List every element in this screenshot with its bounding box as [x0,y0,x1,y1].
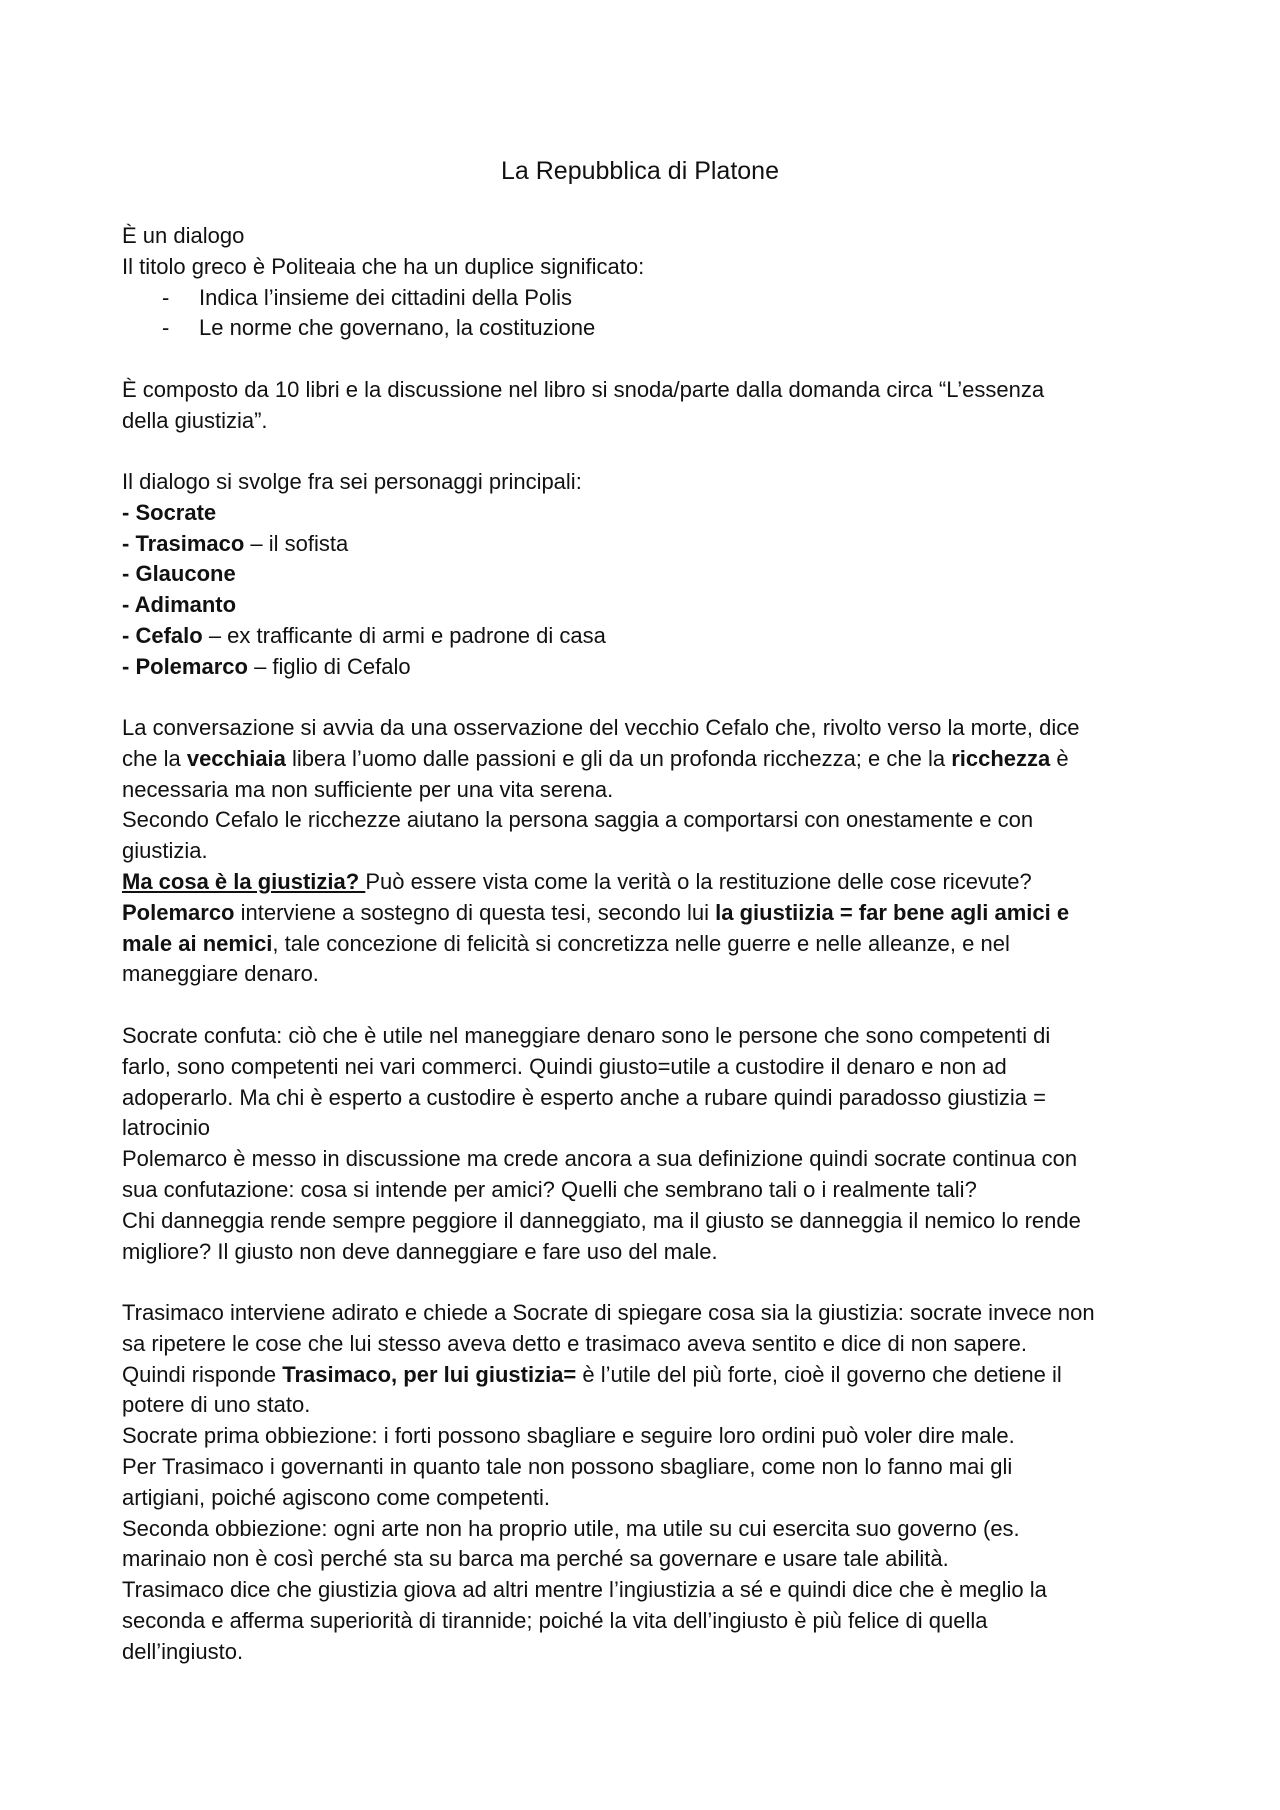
paragraph-line: Secondo Cefalo le ricchezze aiutano la persona saggia a comportarsi con onestamente e con [122,807,1034,833]
paragraph-line: necessaria ma non sufficiente per una vita serena. [122,776,614,802]
text-run: , tale concezione di felicità si concretizza nelle guerre e nelle alleanze, e nel [272,930,1010,956]
bullet-item [122,313,1167,344]
composition-paragraph [122,375,1167,437]
paragraph-line: Socrate confuta: ciò che è utile nel maneggiare denaro sono le persone che sono competenti di [122,1023,1051,1048]
text-run: Può essere vista come la verità o la restituzione delle cose ricevute? [365,868,1032,894]
character-name: Trasimaco [135,530,245,556]
intro-line: È un dialogo [122,223,245,248]
paragraph-line: marinaio non è così perché sta su barca ma perché sa governare e usare tale abilità. [122,1546,949,1572]
list-prefix: - [122,499,136,525]
bullet-dash: - [162,284,170,310]
character-item [122,652,1167,683]
document-title: La Repubblica di Platone [501,157,779,185]
character-desc: – il sofista [244,530,349,556]
paragraph-line: Polemarco è messo in discussione ma crede ancora a sua definizione quindi socrate continua con [122,1146,1078,1172]
paragraph-line [122,867,1167,898]
paragraph-line: potere di uno stato. [122,1392,311,1418]
intro-section [122,221,1167,344]
paragraph-line: Seconda obbiezione: ogni arte non ha proprio utile, ma utile su cui esercita suo governo (es. [122,1515,1020,1541]
paragraph-line: È composto da 10 libri e la discussione nel libro si snoda/parte dalla domanda circa “L’essenza [122,377,1045,402]
character-item [122,498,1167,529]
bold-term: vecchiaia [186,745,286,771]
character-item [122,590,1167,621]
paragraph-line: giustizia. [122,838,208,864]
paragraph-line: sua confutazione: cosa si intende per amici? Quelli che sembrano tali o i realmente tali? [122,1176,977,1202]
text-run: è l’utile del più forte, cioè il governo che detiene il [576,1361,1062,1387]
character-item [122,529,1167,560]
character-item [122,559,1167,590]
text-run: interviene a sostegno di questa tesi, secondo lui [234,899,716,925]
bold-term: Polemarco [122,899,235,925]
paragraph-line: sa ripetere le cose che lui stesso aveva detto e trasimaco aveva sentito e dice di non sapere. [122,1330,1027,1356]
characters-heading: Il dialogo si svolge fra sei personaggi principali: [122,469,582,494]
character-name: Socrate [135,499,217,525]
paragraph-line: farlo, sono competenti nei vari commerci. Quindi giusto=utile a custodire il denaro e non ad [122,1053,1007,1079]
paragraph-line: latrocinio [122,1115,211,1141]
list-prefix: - [122,592,135,618]
bold-term: male ai nemici [122,930,273,956]
cefalo-paragraph [122,713,1167,990]
character-name: Polemarco [135,653,248,679]
paragraph-line: Chi danneggia rende sempre peggiore il danneggiato, ma il giusto se danneggia il nemico lo rende [122,1207,1081,1233]
paragraph-line: Socrate prima obbiezione: i forti possono sbagliare e seguire loro ordini può voler dire male. [122,1423,1015,1449]
bullet-text: Le norme che governano, la costituzione [199,315,596,341]
paragraph-line: La conversazione si avvia da una osservazione del vecchio Cefalo che, rivolto verso la morte, dice [122,715,1080,740]
paragraph-line [122,1360,1167,1391]
character-desc: – figlio di Cefalo [247,653,411,679]
character-name: Cefalo [135,622,203,648]
socrate-paragraph [122,1021,1167,1267]
paragraph-line: Per Trasimaco i governanti in quanto tale non possono sbagliare, come non lo fanno mai gli [122,1453,1013,1479]
paragraph-line: migliore? Il giusto non deve danneggiare e fare uso del male. [122,1238,718,1264]
character-name: Glaucone [135,561,236,587]
bullet-dash: - [162,315,170,341]
list-prefix: - [122,561,136,587]
text-run: Quindi risponde [122,1361,283,1387]
bold-term: ricchezza [951,745,1051,771]
intro-line: Il titolo greco è Politeaia che ha un duplice significato: [122,253,645,279]
paragraph-line: seconda e afferma superiorità di tirannide; poiché la vita dell’ingiusto è più felice di quella [122,1607,988,1633]
paragraph-line [122,929,1167,960]
bold-term: la giustiizia = far bene agli amici e [715,899,1070,925]
trasimaco-paragraph [122,1298,1167,1668]
paragraph-line: Trasimaco dice che giustizia giova ad altri mentre l’ingiustizia a sé e quindi dice che è meglio la [122,1577,1047,1603]
bold-term: Trasimaco, per lui giustizia= [282,1361,577,1387]
key-question: Ma cosa è la giustizia? [122,868,366,894]
paragraph-line: artigiani, poiché agiscono come competenti. [122,1484,551,1510]
paragraph-line: maneggiare denaro. [122,961,319,987]
character-name: Adimanto [134,592,237,618]
paragraph-line: Trasimaco interviene adirato e chiede a Socrate di spiegare cosa sia la giustizia: socrate invece non [122,1300,1095,1325]
character-desc: – ex trafficante di armi e padrone di casa [202,622,606,648]
paragraph-line: della giustizia”. [122,407,268,433]
paragraph-line [122,744,1167,775]
paragraph-line [122,898,1167,929]
text-run: libera l’uomo dalle passioni e gli da un profonda ricchezza; e che la [285,745,952,771]
bullet-text: Indica l’insieme dei cittadini della Polis [199,284,572,310]
list-prefix: - [122,530,136,556]
paragraph-line: dell’ingiusto. [122,1638,244,1664]
character-item [122,621,1167,652]
text-run: che la [122,745,187,771]
paragraph-line: adoperarlo. Ma chi è esperto a custodire è esperto anche a rubare quindi paradosso giustizia = [122,1084,1046,1110]
list-prefix: - [122,653,136,679]
list-prefix: - [122,622,136,648]
bullet-item [122,283,1167,314]
text-run: è [1050,745,1069,771]
characters-section [122,467,1167,683]
